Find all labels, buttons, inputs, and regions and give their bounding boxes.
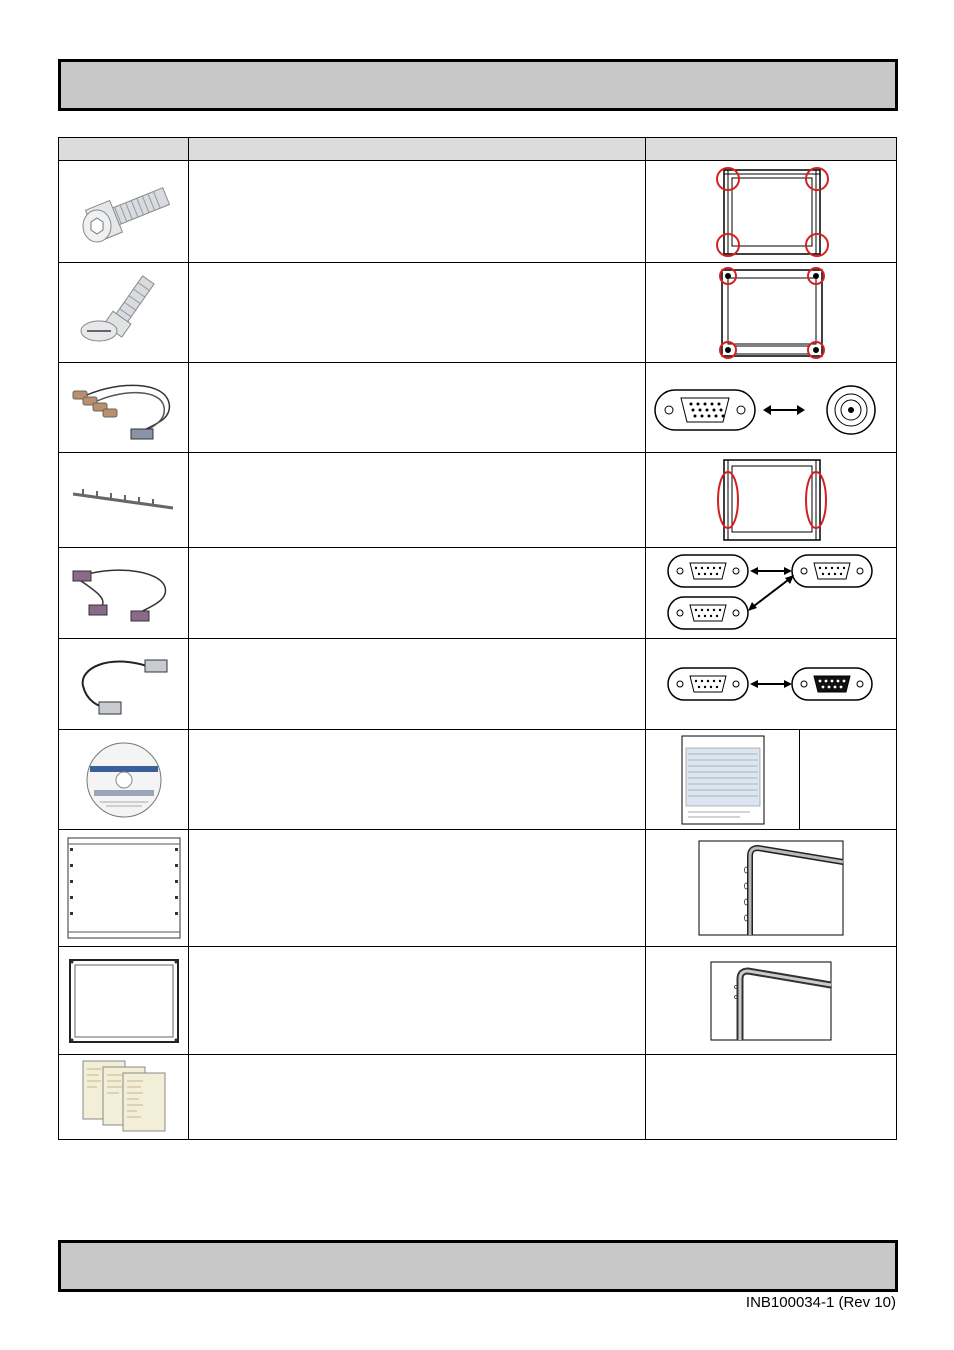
table-row	[59, 363, 897, 453]
table-row	[59, 548, 897, 639]
bezel-frame-detail	[646, 947, 897, 1055]
row-description	[189, 830, 646, 947]
row-description	[189, 730, 646, 830]
thumb-screw-location	[646, 263, 897, 363]
product-cd-location	[646, 730, 897, 830]
table-row	[59, 1055, 897, 1140]
header-location	[646, 138, 897, 161]
cap-screw-location	[646, 161, 897, 263]
table-row	[59, 263, 897, 363]
mounting-strip-image	[59, 453, 189, 548]
parts-table	[58, 137, 897, 1140]
table-row	[59, 161, 897, 263]
bezel-frame-image	[59, 947, 189, 1055]
cap-screw-image	[59, 161, 189, 263]
row-description	[189, 453, 646, 548]
serial-cable-image	[59, 639, 189, 730]
row-description	[189, 947, 646, 1055]
table-row	[59, 947, 897, 1055]
top-title-bar	[58, 59, 898, 111]
document-sheets-location	[646, 1055, 897, 1140]
front-frame-image	[59, 830, 189, 947]
row-description	[189, 363, 646, 453]
table-row	[59, 639, 897, 730]
header-description	[189, 138, 646, 161]
y-serial-diagram	[646, 548, 897, 639]
table-row	[59, 453, 897, 548]
cell-divider	[799, 730, 800, 829]
row-description	[189, 1055, 646, 1140]
thumb-screw-image	[59, 263, 189, 363]
table-row	[59, 830, 897, 947]
y-serial-cable-image	[59, 548, 189, 639]
row-description	[189, 639, 646, 730]
mounting-strip-location	[646, 453, 897, 548]
table-row	[59, 730, 897, 830]
vga-to-bnc-diagram	[646, 363, 897, 453]
row-description	[189, 161, 646, 263]
row-description	[189, 263, 646, 363]
header-item	[59, 138, 189, 161]
bnc-cable-image	[59, 363, 189, 453]
row-description	[189, 548, 646, 639]
bottom-title-bar	[58, 1240, 898, 1292]
front-frame-detail	[646, 830, 897, 947]
table-header-row	[59, 138, 897, 161]
serial-connection-diagram	[646, 639, 897, 730]
product-cd-image	[59, 730, 189, 830]
document-sheets-image	[59, 1055, 189, 1140]
document-reference: INB100034-1 (Rev 10)	[745, 1294, 896, 1311]
